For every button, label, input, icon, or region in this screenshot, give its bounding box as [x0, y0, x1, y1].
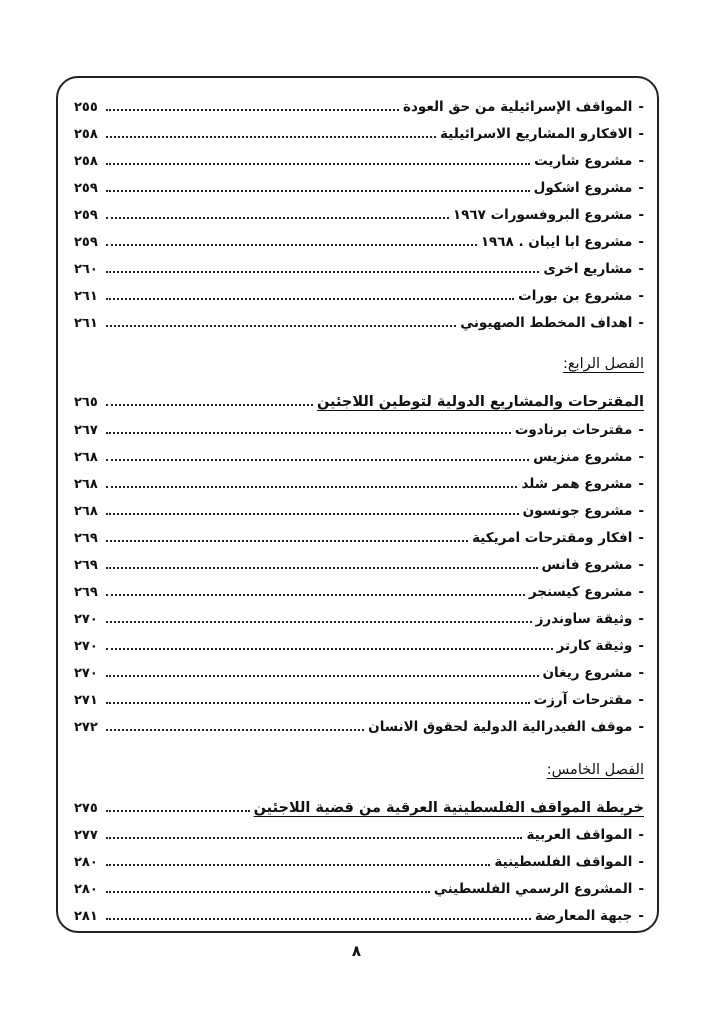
toc-entry: - مشروع جونسون ٢٦٨	[74, 502, 644, 519]
toc-entry: - الافكارو المشاريع الاسرائيلية ٢٥٨	[74, 125, 644, 142]
toc-entry: - مقترحات آرزت ٢٧١	[74, 691, 644, 708]
toc-entry: - المواقف العربية ٢٧٧	[74, 826, 644, 843]
toc-entry: - المشروع الرسمي الفلسطيني ٢٨٠	[74, 880, 644, 897]
toc-entry: - جبهة المعارضة ٢٨١	[74, 907, 644, 924]
toc-entry: - مشاريع اخرى ٢٦٠	[74, 260, 644, 277]
toc-entry: - وثيقة كارتر ٢٧٠	[74, 637, 644, 654]
toc-entry: - مشروع فانس ٢٦٩	[74, 556, 644, 573]
toc-entry: - اهداف المخطط الصهيوني ٢٦١	[74, 314, 644, 331]
toc-entry: - موقف الفيدرالية الدولية لحقوق الانسان ٢٧٢	[74, 718, 644, 735]
toc-entry: - المواقف الإسرائيلية من حق العودة ٢٥٥	[74, 98, 644, 115]
chapter-heading: الفصل الرابع:	[562, 356, 644, 372]
chapter-title-entry: المقترحات والمشاريع الدولية لتوطين اللاجئين ٢٦٥	[74, 393, 644, 410]
toc-entry: - مشروع اشكول ٢٥٩	[74, 179, 644, 196]
toc-entry: - مشروع كيسنجر ٢٦٩	[74, 583, 644, 600]
toc-entry: - مشروع همر شلد ٢٦٨	[74, 475, 644, 492]
toc-entry: - مشروع منزيس ٢٦٨	[74, 448, 644, 465]
toc-entry: - مقترحات برنادوت ٢٦٧	[74, 421, 644, 438]
toc-entry: - مشروع البروفسورات ١٩٦٧ ٢٥٩	[74, 206, 644, 223]
toc-entry: - المواقف الفلسطينية ٢٨٠	[74, 853, 644, 870]
page-number: ٨	[351, 942, 362, 960]
toc-entry: - وثيقة ساوندرز ٢٧٠	[74, 610, 644, 627]
chapter-heading: الفصل الخامس:	[546, 762, 644, 778]
toc-entry: - مشروع ريغان ٢٧٠	[74, 664, 644, 681]
toc-entry: - مشروع شاريت ٢٥٨	[74, 152, 644, 169]
toc-entry: - مشروع ابا ايبان . ١٩٦٨ ٢٥٩	[74, 233, 644, 250]
toc-entry: - افكار ومقترحات امريكية ٢٦٩	[74, 529, 644, 546]
chapter-title-entry: خريطة المواقف الفلسطينية العرقية من قضية اللاجئين ٢٧٥	[74, 799, 644, 816]
toc-entry: - مشروع بن بورات ٢٦١	[74, 287, 644, 304]
